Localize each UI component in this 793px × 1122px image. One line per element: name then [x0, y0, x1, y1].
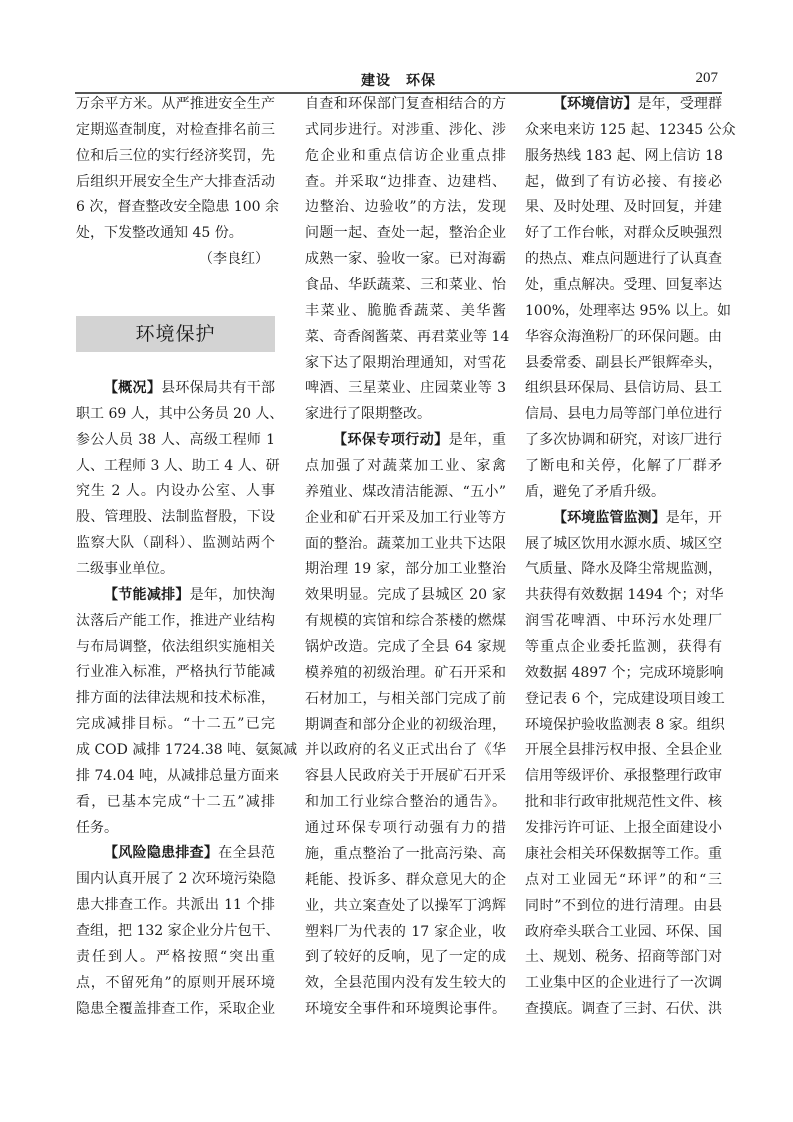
attribution-wrap: [76, 247, 275, 273]
text-line: [305, 971, 506, 997]
line-text: 责任到人。严格按照“突出重: [76, 948, 275, 965]
text-line: [525, 325, 722, 351]
line-text: 气质量、降水及降尘常规监测，: [525, 561, 722, 578]
line-text: 信局、县电力局等部门单位进行: [525, 406, 722, 423]
text-line: [525, 764, 722, 790]
text-line: [525, 713, 725, 739]
line-text: 啤酒、三星菜业、庄园菜业等 3: [305, 380, 506, 397]
text-line: [305, 816, 506, 842]
paragraph-heading: 【环境监管监测】: [553, 509, 666, 526]
text-line: [305, 635, 506, 661]
text-line: [525, 247, 722, 273]
text-line: [305, 402, 506, 428]
line-text: 丰菜业、脆脆香蔬菜、美华酱: [305, 302, 506, 319]
text-line: [76, 841, 275, 867]
line-text: 位和后三位的实行经济奖罚，先: [76, 147, 275, 164]
line-text: 任务。: [76, 819, 118, 836]
line-text: 期调查和部分企业的初级治理，: [305, 716, 506, 733]
text-line: [305, 454, 506, 480]
line-text: 康社会相关环保数据等工作。重: [525, 845, 722, 862]
line-text: 隐患全覆盖排查工作，采取企业: [76, 1000, 275, 1017]
line-text: 处，重点解决。受理、回复率达: [525, 277, 722, 294]
text-line: [525, 894, 722, 920]
line-text: 了多次协调和研究，对该厂进行: [525, 432, 722, 449]
line-text: 查组，把 132 家企业分片包干、: [76, 923, 280, 940]
text-line: [76, 557, 275, 583]
text-line: [525, 945, 722, 971]
line-text: 果、及时处理、及时回复，并建: [525, 199, 722, 216]
line-text: 职工 69 人，其中公务员 20 人、: [76, 405, 284, 422]
line-text: 问题一起、查处一起，整治企业: [305, 225, 506, 242]
column-right: [525, 92, 736, 1023]
text-line: [305, 92, 506, 118]
line-text: 食品、华跃蔬菜、三和菜业、怡: [305, 277, 506, 294]
text-line: [76, 893, 275, 919]
line-text: 众来电来访 125 起、12345 公众: [525, 121, 736, 138]
line-text: 同时”不到位的进行清理。由县: [525, 897, 722, 914]
text-line: [525, 506, 722, 532]
text-line: [305, 609, 506, 635]
column-left-top: [76, 92, 279, 247]
text-line: [305, 532, 506, 558]
text-line: [525, 790, 722, 816]
line-text: 共获得有效数据 1494 个；对华: [525, 587, 724, 604]
section-paragraph: [76, 376, 284, 583]
text-line: [305, 376, 506, 402]
paragraph: [76, 92, 279, 247]
paragraph-heading: 【节能减排】: [104, 586, 190, 603]
running-header-section: 建设 环保: [361, 73, 436, 89]
text-line: [525, 351, 722, 377]
line-text: 查。并采取“边排查、边建档、: [305, 173, 506, 190]
line-text: 润雪花啤酒、中环污水处理厂: [525, 613, 722, 630]
text-line: [525, 144, 722, 170]
line-text: 通过环保专项行动强有力的措: [305, 820, 506, 837]
line-text: 了断电和关停，化解了厂群矛: [525, 458, 722, 475]
line-text: 效，全县范围内没有发生较大的: [305, 975, 506, 992]
line-text: 盾，避免了矛盾升级。: [525, 483, 665, 500]
line-text: 环境保护验收监测表 8 家。组织: [525, 716, 725, 733]
text-line: [76, 609, 275, 635]
text-line: [305, 351, 506, 377]
text-line: [525, 920, 722, 946]
line-text: 县环保局共有干部: [161, 380, 276, 396]
text-line: [525, 971, 722, 997]
line-text: 完成减排目标。“十二五”已完: [76, 716, 275, 733]
line-text: 汰落后产能工作，推进产业结构: [76, 612, 275, 629]
line-text: 是年，重: [448, 432, 507, 449]
line-text: 锅炉改造。完成了全县 64 家规: [305, 639, 506, 656]
text-line: [525, 221, 722, 247]
text-line: [305, 713, 506, 739]
text-line: [76, 170, 275, 196]
line-text: 批和非行政审批规范性文件、核: [525, 794, 722, 811]
paragraph-heading: 【环保专项行动】: [333, 432, 449, 449]
paragraph-heading: 【风险隐患排查】: [104, 845, 219, 862]
text-line: [305, 557, 506, 583]
text-line: [305, 170, 506, 196]
text-line: [305, 790, 506, 816]
text-line: [525, 687, 725, 713]
text-line: [76, 144, 275, 170]
text-line: [525, 609, 722, 635]
line-text: 业，共立案查处了以操军丁鸿辉: [305, 897, 506, 914]
text-line: [76, 92, 275, 118]
line-text: 危企业和重点信访企业重点排: [305, 147, 506, 164]
line-text: 开展全县排污权申报、全县企业: [525, 742, 722, 759]
text-line: [525, 454, 722, 480]
text-line: [305, 221, 506, 247]
text-line: [76, 997, 275, 1023]
line-text: 容县人民政府关于开展矿石开采: [305, 768, 506, 785]
line-text: 人、工程师 3 人、助工 4 人、研: [76, 457, 280, 474]
line-text: 有规模的宾馆和综合茶楼的燃煤: [305, 613, 506, 630]
text-line: [305, 299, 506, 325]
column-middle: [305, 92, 510, 1023]
line-text: 县委常委、副县长严银辉牵头，: [525, 354, 722, 371]
line-text: 是年，加快淘: [189, 586, 276, 603]
line-text: 养殖业、煤改清洁能源、“五小”: [305, 483, 506, 500]
line-text: 工业集中区的企业进行了一次调: [525, 975, 722, 992]
column-left: [76, 376, 298, 1022]
line-text: 处，下发整改通知 45 份。: [76, 225, 243, 242]
text-line: [525, 997, 722, 1023]
text-line: [525, 273, 722, 299]
text-line: [305, 842, 506, 868]
text-line: [305, 868, 506, 894]
line-text: 模养殖的初级治理。矿石开采和: [305, 664, 506, 681]
text-line: [76, 816, 275, 842]
line-text: 华容众海渔粉厂的环保问题。由: [525, 328, 722, 345]
text-line: [305, 687, 506, 713]
text-line: [305, 764, 506, 790]
text-line: [525, 428, 722, 454]
text-line: [525, 480, 722, 506]
line-text: 点加强了对蔬菜加工业、家禽: [305, 458, 506, 475]
text-line: [305, 945, 506, 971]
text-line: [305, 997, 506, 1023]
line-text: 6 次，督查整改安全隐患 100 余: [76, 199, 279, 216]
section-paragraph: [305, 428, 506, 1023]
text-line: [76, 764, 279, 790]
line-text: 政府牵头联合工业园、环保、国: [525, 923, 722, 940]
text-line: [525, 532, 722, 558]
line-text: 行业准入标准，严格执行节能减: [76, 664, 275, 681]
line-text: 与布局调整，依法组织实施相关: [76, 638, 275, 655]
line-text: 排 74.04 吨，从减排总量方面来: [76, 767, 279, 784]
text-line: [76, 712, 275, 738]
line-text: 的热点、难点问题进行了认真查: [525, 251, 722, 268]
text-line: [305, 195, 506, 221]
line-text: 万余平方米。从严推进安全生产: [76, 96, 275, 112]
line-text: 信用等级评价、承报整理行政审: [525, 768, 722, 785]
text-line: [76, 454, 280, 480]
text-line: [525, 661, 722, 687]
line-text: 二级事业单位。: [76, 561, 174, 578]
text-line: [76, 221, 275, 247]
line-text: 环境安全事件和环境舆论事件。: [305, 1001, 506, 1018]
text-line: [525, 299, 732, 325]
line-text: 后组织开展安全生产大排查活动: [76, 173, 275, 190]
line-text: 菜、奇香阁酱菜、再君菜业等 14: [305, 328, 510, 345]
running-header: [75, 70, 722, 94]
text-line: [305, 894, 506, 920]
line-text: 到了较好的反响，见了一定的成: [305, 949, 506, 966]
line-text: 围内认真开展了 2 次环境污染隐: [76, 871, 276, 888]
line-text: 耗能、投诉多、群众意见大的企: [305, 871, 506, 888]
line-text: 看，已基本完成“十二五”减排: [76, 793, 275, 810]
text-line: [76, 195, 279, 221]
text-line: [76, 919, 280, 945]
text-line: [76, 479, 275, 505]
text-line: [76, 402, 284, 428]
text-line: [305, 144, 506, 170]
text-line: [76, 118, 275, 144]
line-text: 排方面的法律法规和技术标准，: [76, 690, 275, 707]
line-text: 定期巡查制度，对检查排名前三: [76, 121, 275, 138]
section-paragraph: [76, 841, 280, 1022]
text-line: [525, 118, 736, 144]
line-text: 自查和环保部门复查相结合的方: [305, 96, 506, 112]
text-line: [305, 273, 506, 299]
text-line: [525, 376, 722, 402]
line-text: 起，做到了有访必接、有接必: [525, 173, 722, 190]
line-text: 塑料厂为代表的 17 家企业，收: [305, 923, 506, 940]
text-line: [305, 661, 506, 687]
text-line: [525, 868, 722, 894]
line-text: 在全县范: [218, 845, 276, 862]
text-line: [76, 945, 275, 971]
text-line: [76, 867, 275, 893]
text-line: [525, 170, 722, 196]
paragraph-heading: 【环境信访】: [553, 96, 638, 112]
line-text: 期治理 19 家，部分加工业整治: [305, 561, 506, 578]
line-text: 成熟一家、验收一家。已对海霸: [305, 251, 506, 268]
text-line: [305, 506, 506, 532]
line-text: 式同步进行。对涉重、涉化、涉: [305, 121, 506, 138]
text-line: [525, 557, 722, 583]
line-text: 家下达了限期治理通知，对雪花: [305, 354, 506, 371]
text-line: [305, 480, 506, 506]
text-line: [76, 583, 275, 609]
line-text: 组织县环保局、县信访局、县工: [525, 380, 722, 397]
line-text: 效数据 4897 个；完成环境影响: [525, 664, 724, 681]
paragraph-heading: 【概况】: [104, 380, 162, 396]
line-text: 和加工行业综合整治的通告》。: [305, 794, 506, 811]
line-text: 发排污许可证、上报全面建设小: [525, 820, 722, 837]
text-line: [76, 686, 275, 712]
text-line: [525, 816, 722, 842]
text-line: [305, 118, 506, 144]
line-text: 成 COD 减排 1724.38 吨、氨氮减: [76, 742, 298, 759]
line-text: 等重点企业委托监测，获得有: [525, 639, 722, 656]
text-line: [305, 428, 506, 454]
text-line: [76, 505, 275, 531]
line-text: 面的整治。蔬菜加工业共下达限: [305, 535, 506, 552]
text-line: [305, 738, 506, 764]
line-text: 是年，开: [665, 509, 723, 526]
line-text: 点，不留死角”的原则开展环境: [76, 974, 275, 991]
line-text: 100%，处理率达 95% 以上。如: [525, 302, 732, 319]
text-line: [76, 428, 275, 454]
line-text: 患大排查工作。共派出 11 个排: [76, 897, 275, 914]
line-text: 是年，受理群: [637, 96, 723, 112]
line-text: 效果明显。完成了县城区 20 家: [305, 587, 506, 604]
line-text: 查摸底。调查了三封、石伏、洪: [525, 1001, 722, 1018]
line-text: 石材加工，与相关部门完成了前: [305, 690, 506, 707]
line-text: 登记表 6 个，完成建设项目竣工: [525, 690, 725, 707]
line-text: 服务热线 183 起、网上信访 18: [525, 147, 723, 164]
line-text: 参公人员 38 人、高级工程师 1: [76, 431, 275, 448]
text-line: [525, 583, 722, 609]
section-paragraph: [525, 506, 725, 1023]
line-text: 展了城区饮用水源水质、城区空: [525, 535, 722, 552]
text-line: [305, 583, 506, 609]
text-line: [76, 376, 275, 402]
text-line: [525, 635, 722, 661]
line-text: 监察大队（副科）、监测站两个: [76, 535, 275, 552]
line-text: 家进行了限期整改。: [305, 406, 431, 423]
text-line: [76, 971, 275, 997]
text-line: [305, 247, 506, 273]
text-line: [525, 402, 722, 428]
section-paragraph: [525, 92, 736, 506]
text-line: [525, 92, 722, 118]
text-line: [76, 738, 298, 764]
line-text: 究生 2 人。内设办公室、人事: [76, 483, 275, 500]
line-text: 点对工业园无“环评”的和“三: [525, 871, 722, 888]
text-line: [525, 738, 722, 764]
text-line: [76, 531, 275, 557]
paragraph: [305, 92, 510, 428]
page-number: 207: [695, 70, 718, 86]
line-text: 好了工作台帐，对群众反映强烈: [525, 225, 722, 242]
line-text: 企业和矿石开采及加工行业等方: [305, 509, 506, 526]
section-title: 环境保护: [76, 316, 275, 352]
text-line: [525, 842, 722, 868]
text-line: [305, 325, 510, 351]
line-text: 并以政府的名义正式出台了《华: [305, 742, 506, 759]
line-text: 施，重点整治了一批高污染、高: [305, 845, 506, 862]
text-line: [76, 635, 275, 661]
text-line: [76, 660, 275, 686]
line-text: 边整治、边验收”的方法，发现: [305, 199, 506, 216]
text-line: [76, 790, 275, 816]
text-line: [305, 920, 506, 946]
line-text: 股、管理股、法制监督股，下设: [76, 509, 275, 526]
line-text: 土、规划、税务、招商等部门对: [525, 949, 722, 966]
author-attribution: （李良红）: [199, 251, 269, 267]
text-line: [525, 195, 722, 221]
section-paragraph: [76, 583, 298, 842]
